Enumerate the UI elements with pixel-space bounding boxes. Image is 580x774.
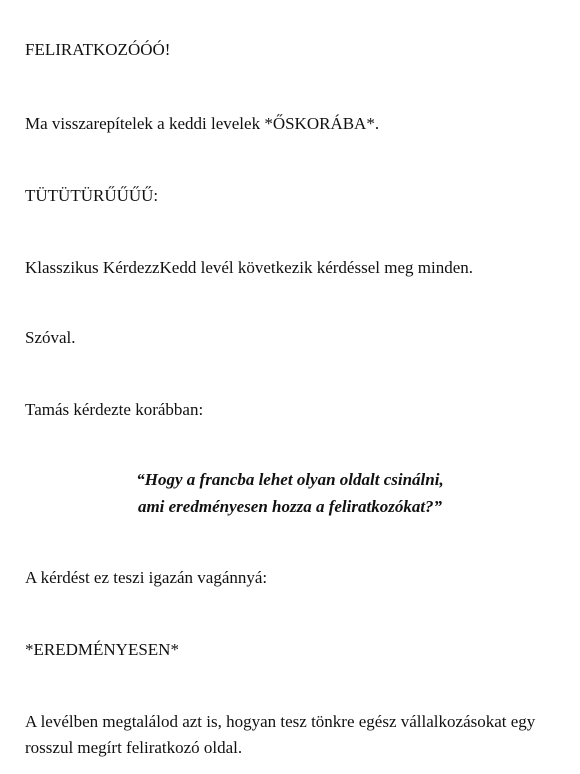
paragraph-emphasis: *EREDMÉNYESEN* — [25, 640, 179, 659]
paragraph-question-intro: Tamás kérdezte korábban: — [25, 400, 204, 419]
paragraph-greeting: FELIRATKOZÓÓÓ! — [25, 40, 171, 59]
paragraph-classic-letter: Klasszikus KérdezzKedd levél következik kérdéssel meg minden. — [25, 258, 473, 277]
paragraph-what-makes-it: A kérdést ez teszi igazán vagánnyá: — [25, 568, 268, 587]
paragraph-closing-line-1: A levélben megtalálod azt is, hogyan tesz tönkre egész vállalkozásokat egy — [25, 712, 536, 731]
quoted-question — [0, 466, 580, 520]
paragraph-so: Szóval. — [25, 328, 76, 347]
quote-line-1: “Hogy a francba lehet olyan oldalt csinálni, — [136, 470, 444, 489]
quote-line-2: ami eredményesen hozza a feliratkozókat?” — [137, 497, 443, 516]
paragraph-intro: Ma visszarepítelek a keddi levelek *ŐSKORÁBA*. — [25, 114, 380, 133]
paragraph-fanfare: TÜTÜTÜRŰŰŰŰ: — [25, 186, 159, 205]
paragraph-closing-line-2: rosszul megírt feliratkozó oldal. — [25, 738, 243, 757]
